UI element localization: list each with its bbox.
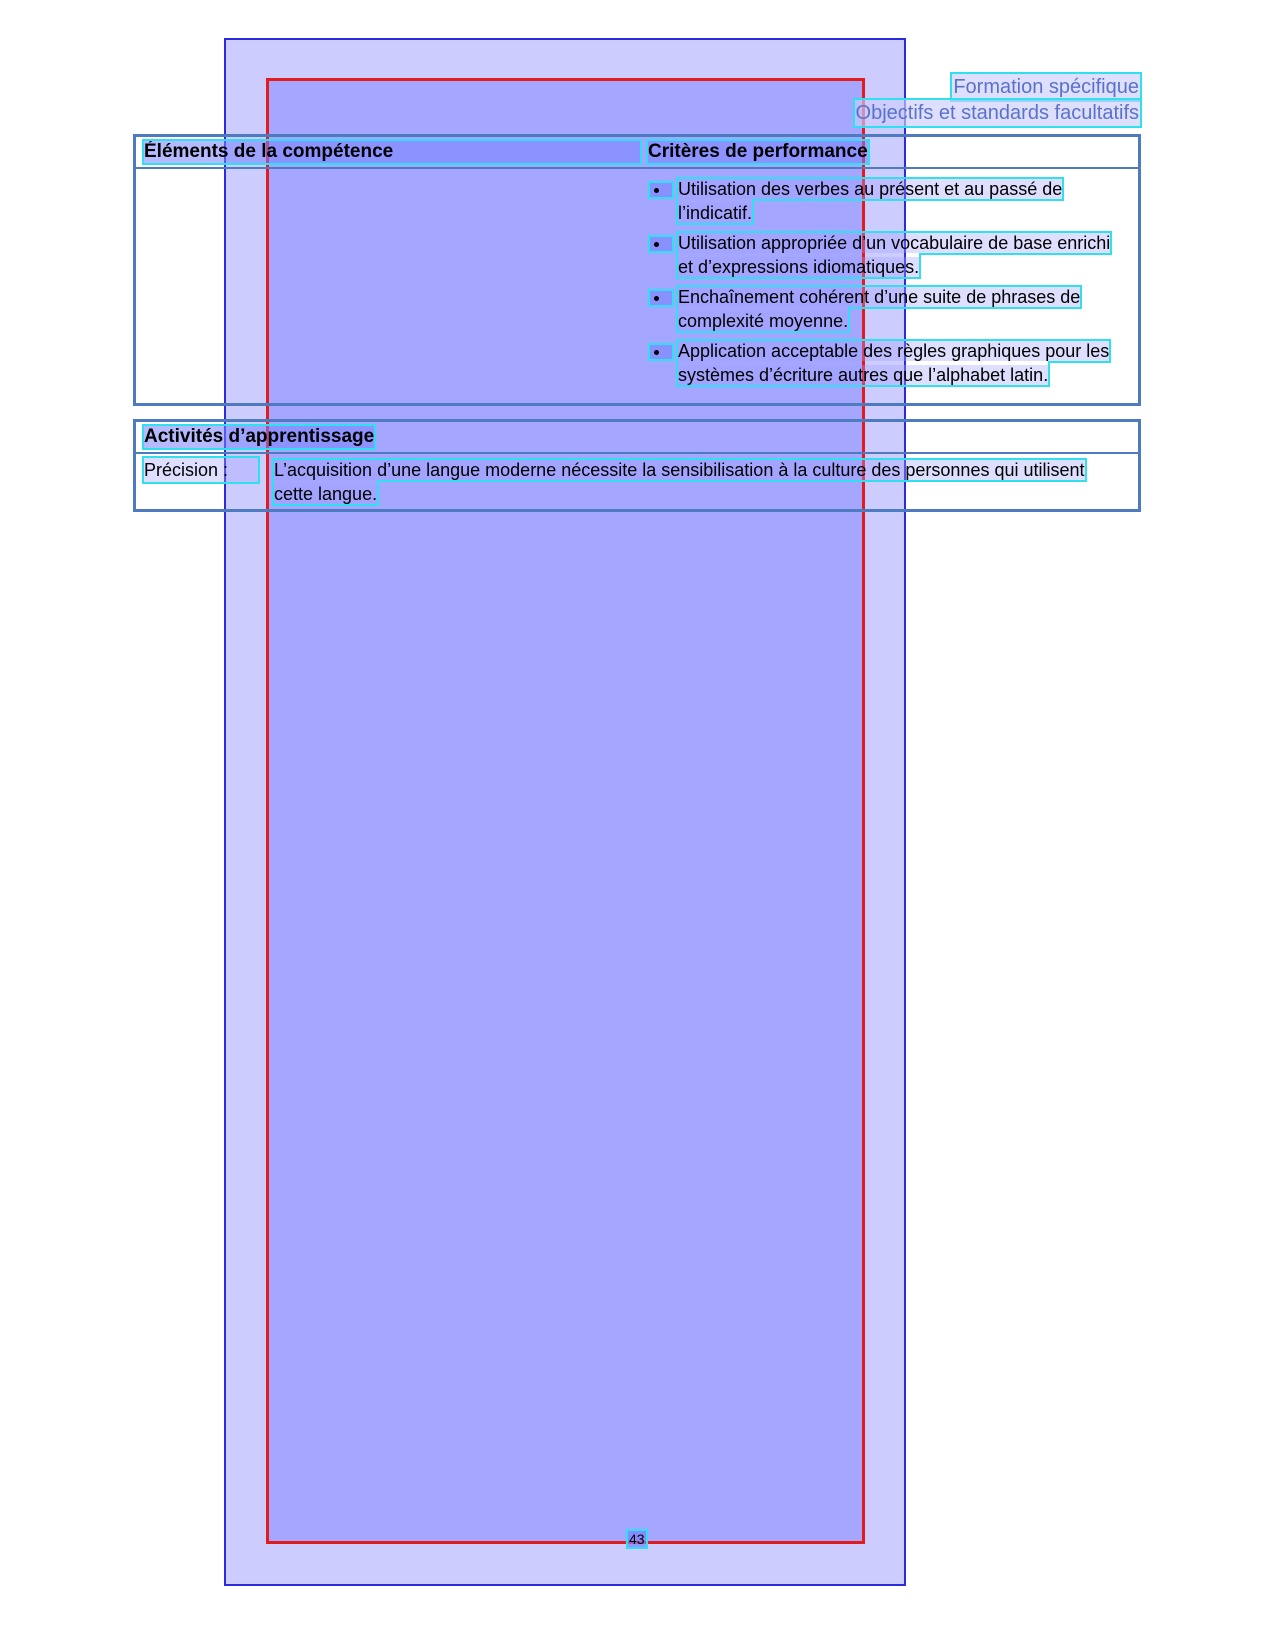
page-number: 43 bbox=[629, 1531, 645, 1547]
activities-table bbox=[133, 419, 1141, 512]
activities-header: Activités d’apprentissage bbox=[144, 426, 375, 447]
activities-table-header bbox=[136, 422, 1138, 454]
criteria-text: Utilisation des verbes au présent et au passé de l’indicatif. bbox=[678, 179, 1063, 223]
criteria-item bbox=[648, 285, 1118, 333]
bullet-icon bbox=[650, 291, 672, 305]
precision-label: Précision : bbox=[144, 458, 258, 482]
competence-table-header bbox=[136, 137, 1138, 169]
col-header-elements: Éléments de la compétence bbox=[144, 141, 640, 163]
bullet-icon bbox=[650, 183, 672, 197]
precision-text: L’acquisition d’une langue moderne nécessite la sensibilisation à la culture des personnes qui utilisent cette langue. bbox=[274, 460, 1085, 504]
header-line-2: Objectifs et standards facultatifs bbox=[855, 102, 1139, 124]
criteria-text: Utilisation appropriée d’un vocabulaire de base enrichi et d’expressions idiomatiques. bbox=[678, 233, 1111, 277]
header-line-1: Formation spécifique bbox=[953, 76, 1139, 98]
bullet-icon bbox=[650, 345, 672, 359]
criteria-item bbox=[648, 231, 1118, 279]
criteria-text: Enchaînement cohérent d’une suite de phrases de complexité moyenne. bbox=[678, 287, 1081, 331]
criteria-item bbox=[648, 177, 1118, 225]
criteria-item bbox=[648, 339, 1118, 387]
criteria-text: Application acceptable des règles graphiques pour les systèmes d’écriture autres que l’alphabet latin. bbox=[678, 341, 1110, 385]
document-header bbox=[855, 74, 1140, 126]
precision-text-block bbox=[274, 458, 1104, 506]
col-header-criteria: Critères de performance bbox=[648, 141, 868, 162]
bullet-icon bbox=[650, 237, 672, 251]
criteria-list bbox=[648, 177, 1118, 393]
competence-table bbox=[133, 134, 1141, 406]
